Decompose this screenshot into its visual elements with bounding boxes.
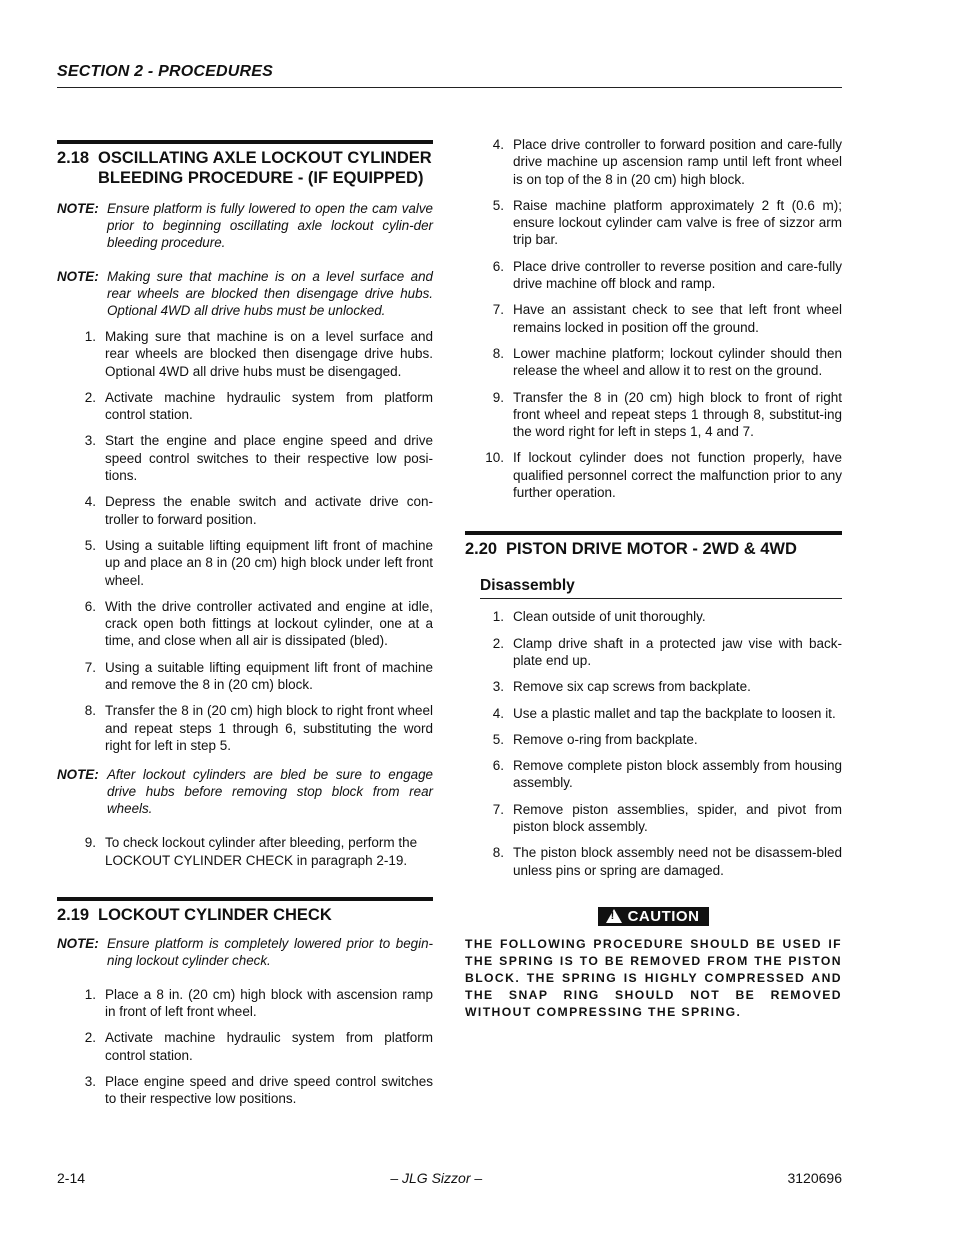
- step-number: 9.: [84, 835, 96, 851]
- step-text: Remove piston assemblies, spider, and pivot from piston block assembly.: [513, 801, 842, 835]
- list-item: [465, 345, 842, 380]
- steps-list: [465, 608, 842, 879]
- step-number: 4.: [84, 494, 96, 510]
- note-text: Ensure platform is fully lowered to open the cam valve prior to beginning oscillating axle lockout cylin-der bleeding procedure.: [107, 201, 433, 250]
- list-item: [465, 389, 842, 441]
- step-number: 1.: [84, 986, 96, 1002]
- caution-block: [465, 907, 842, 929]
- step-text: If lockout cylinder does not function properly, have qualified personnel correct the malfunction prior to any further operation.: [513, 450, 842, 501]
- step-number: 1.: [84, 329, 96, 344]
- steps-list: [57, 834, 433, 869]
- step-number: 2.: [84, 389, 96, 405]
- step-number: 2.: [492, 635, 504, 651]
- section-number: 2.20: [465, 540, 498, 559]
- list-item: [465, 136, 842, 188]
- list-item: [57, 1073, 433, 1108]
- step-text: Using a suitable lifting equipment lift front of machine up and place an 8 in (20 cm) high block under left front wheel.: [105, 537, 433, 588]
- list-item: [465, 197, 842, 249]
- step-number: 10.: [485, 450, 504, 466]
- step-text: Place drive controller to forward position and care-fully drive machine up ascension ramp until left front wheel is on top of the 8 in (20 cm) high block.: [513, 137, 842, 187]
- list-item: [57, 1029, 433, 1064]
- note-label: NOTE:: [57, 935, 99, 951]
- step-number: 5.: [84, 537, 96, 553]
- document-number: 3120696: [787, 1170, 842, 1186]
- note-block: [57, 268, 433, 319]
- page-footer: [57, 1170, 842, 1186]
- list-item: [57, 659, 433, 694]
- step-number: 6.: [492, 258, 504, 274]
- list-item: [465, 757, 842, 792]
- caution-badge: [598, 907, 710, 926]
- step-number: 9.: [492, 389, 504, 405]
- step-text: Using a suitable lifting equipment lift front of machine and remove the 8 in (20 cm) block.: [105, 659, 433, 693]
- steps-list: [57, 328, 433, 754]
- step-text: Raise machine platform approximately 2 ft (0.6 m); ensure lockout cylinder cam valve is free of sizzor arm trip bar.: [513, 197, 842, 248]
- step-text: Remove six cap screws from backplate.: [513, 679, 751, 695]
- step-number: 3.: [84, 433, 96, 449]
- step-text: Activate machine hydraulic system from platform control station.: [105, 389, 433, 423]
- page-number: 2-14: [57, 1170, 86, 1186]
- step-number: 1.: [492, 609, 504, 625]
- note-label: NOTE:: [57, 201, 99, 216]
- right-column: [465, 127, 842, 1021]
- steps-list: [465, 136, 842, 501]
- list-item: [465, 449, 842, 501]
- section-title: SECTION 2 - PROCEDURES: [57, 63, 273, 80]
- step-number: 8.: [84, 703, 96, 719]
- step-number: 4.: [492, 705, 504, 721]
- step-number: 6.: [492, 758, 504, 774]
- step-text: The piston block assembly need not be disassem-bled unless pins or spring are damaged.: [513, 845, 842, 878]
- note-block: [57, 766, 433, 817]
- step-text: Start the engine and place engine speed and drive speed control switches to their respective low posi-tions.: [105, 433, 433, 484]
- step-number: 7.: [492, 801, 504, 817]
- subsection-heading: Disassembly: [480, 577, 842, 599]
- step-text: Have an assistant check to see that left front wheel remains locked in position off the ground.: [513, 302, 842, 335]
- list-item: [57, 328, 433, 380]
- step-number: 8.: [492, 345, 504, 361]
- list-item: [57, 598, 433, 650]
- note-label: NOTE:: [57, 767, 99, 783]
- note-text: After lockout cylinders are bled be sure to engage drive hubs before removing stop block from rear wheels.: [107, 767, 433, 817]
- note-block: [57, 200, 433, 251]
- section-number: 2.19: [57, 905, 90, 924]
- list-item: [465, 801, 842, 836]
- list-item: [57, 432, 433, 484]
- list-item: [465, 705, 842, 722]
- step-number: 3.: [492, 679, 504, 695]
- list-item: [57, 702, 433, 754]
- step-number: 5.: [492, 731, 504, 747]
- section-number: 2.18: [57, 149, 90, 167]
- list-item: [465, 608, 842, 625]
- step-text: Remove o-ring from backplate.: [513, 731, 698, 747]
- list-item: [465, 731, 842, 748]
- note-text: Ensure platform is completely lowered prior to begin-ning lockout cylinder check.: [107, 935, 433, 968]
- step-text: With the drive controller activated and engine at idle, crack open both fittings at lockout cylinder, one at a time, and close when all air is dissipated (bled).: [105, 598, 433, 649]
- list-item: [57, 986, 433, 1021]
- caution-text: THE FOLLOWING PROCEDURE SHOULD BE USED IF THE SPRING IS TO BE REMOVED FROM THE PISTON BLOCK. THE SPRING IS HIGHLY COMPRESSED AND THE SNAP RING SHOULD NOT BE REMOVED WITHOUT COMPRESSING THE SPRING.: [465, 937, 842, 1020]
- list-item: [465, 844, 842, 879]
- step-text: Clean outside of unit thoroughly.: [513, 609, 706, 625]
- step-number: 4.: [492, 137, 504, 152]
- note-label: NOTE:: [57, 269, 99, 284]
- step-text: Use a plastic mallet and tap the backplate to loosen it.: [513, 705, 836, 721]
- caution-label: CAUTION: [627, 907, 700, 925]
- list-item: [465, 635, 842, 670]
- list-item: [57, 389, 433, 424]
- step-number: 5.: [492, 197, 504, 213]
- step-text: Activate machine hydraulic system from platform control station.: [105, 1030, 433, 1063]
- step-number: 2.: [84, 1030, 96, 1046]
- note-text: Making sure that machine is on a level surface and rear wheels are blocked then disengage drive hubs. Optional 4WD all drive hubs must be unlocked.: [107, 269, 433, 318]
- section-title: PISTON DRIVE MOTOR - 2WD & 4WD: [506, 540, 797, 559]
- warning-triangle-icon: [606, 909, 622, 923]
- step-number: 8.: [492, 845, 504, 861]
- step-number: 7.: [492, 302, 504, 318]
- step-text: Depress the enable switch and activate drive con-troller to forward position.: [105, 494, 433, 527]
- step-text: Place drive controller to reverse position and care-fully drive machine off block and ramp.: [513, 258, 842, 292]
- step-text: Transfer the 8 in (20 cm) high block to front of right front wheel and repeat steps 1 through 8, substitut-ing the word right for left in steps 1, 4 and 7.: [513, 389, 842, 440]
- step-text: To check lockout cylinder after bleeding, perform the LOCKOUT CYLINDER CHECK in paragraph 2-19.: [105, 835, 418, 868]
- section-2-19-heading: [57, 897, 433, 925]
- list-item: [57, 537, 433, 589]
- step-number: 6.: [84, 598, 96, 614]
- left-column: [57, 140, 433, 1108]
- list-item: [57, 493, 433, 528]
- section-title: OSCILLATING AXLE LOCKOUT CYLINDER BLEEDING PROCEDURE - (IF EQUIPPED): [98, 149, 432, 187]
- section-2-20-heading: [465, 531, 842, 559]
- step-text: Remove complete piston block assembly from housing assembly.: [513, 758, 842, 791]
- step-text: Lower machine platform; lockout cylinder should then release the wheel and allow it to rest on the ground.: [513, 345, 842, 379]
- steps-list: [57, 986, 433, 1108]
- step-number: 7.: [84, 659, 96, 675]
- step-number: 3.: [84, 1074, 96, 1090]
- note-block: [57, 935, 433, 969]
- step-text: Making sure that machine is on a level surface and rear wheels are blocked then disengage drive hubs. Optional 4WD all drive hubs must be disengaged.: [105, 329, 433, 379]
- step-text: Place a 8 in. (20 cm) high block with ascension ramp in front of left front wheel.: [105, 986, 433, 1020]
- step-text: Place engine speed and drive speed control switches to their respective low positions.: [105, 1074, 433, 1107]
- list-item: [465, 678, 842, 695]
- page-header: [57, 63, 842, 88]
- step-text: Transfer the 8 in (20 cm) high block to right front wheel and repeat steps 1 through 6, substituting the word right for left in step 5.: [105, 703, 433, 753]
- step-text: Clamp drive shaft in a protected jaw vise with back-plate end up.: [513, 635, 842, 668]
- list-item: [465, 258, 842, 293]
- section-2-18-heading: [57, 140, 433, 188]
- list-item: [57, 834, 433, 869]
- footer-title: – JLG Sizzor –: [390, 1170, 483, 1186]
- list-item: [465, 301, 842, 336]
- section-title: LOCKOUT CYLINDER CHECK: [98, 905, 332, 924]
